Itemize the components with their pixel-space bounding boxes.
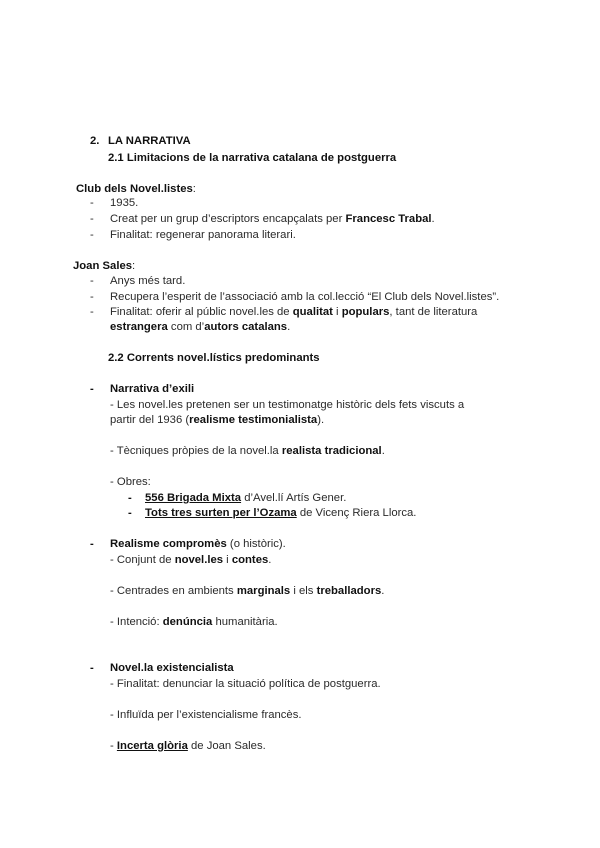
bullet-dash: -	[90, 538, 94, 550]
existencialista-heading: Novel.la existencialista	[110, 662, 234, 674]
bullet-dash: -	[90, 213, 94, 225]
sales-heading: Joan Sales:	[73, 260, 136, 272]
bullet-dash: -	[90, 229, 94, 241]
currents-title: 2.2 Corrents novel.lístics predominants	[108, 352, 320, 364]
bullet-dash: -	[128, 507, 132, 519]
existencialista-line-1: - Finalitat: denunciar la situació política de postguerra.	[110, 678, 381, 690]
compromes-line-3: - Intenció: denúncia humanitària.	[110, 616, 278, 628]
section-title: LA NARRATIVA	[108, 135, 191, 147]
compromes-line-1: - Conjunt de novel.les i contes.	[110, 554, 272, 566]
bullet-dash: -	[90, 197, 94, 209]
sales-item-1: Anys més tard.	[110, 275, 186, 287]
bullet-dash: -	[90, 306, 94, 318]
exili-works-label: - Obres:	[110, 476, 151, 488]
exili-line-3: - Tècniques pròpies de la novel.la realista tradicional.	[110, 445, 385, 457]
exili-work-2: Tots tres surten per l’Ozama de Vicenç Riera Llorca.	[145, 507, 417, 519]
sales-item-3: Finalitat: oferir al públic novel.les de qualitat i populars, tant de literatura	[110, 306, 478, 318]
club-item-3: Finalitat: regenerar panorama literari.	[110, 229, 296, 241]
exili-work-1: 556 Brigada Mixta d’Avel.lí Artís Gener.	[145, 492, 347, 504]
bullet-dash: -	[90, 662, 94, 674]
compromes-heading: Realisme compromès (o històric).	[110, 538, 286, 550]
bullet-dash: -	[128, 492, 132, 504]
bullet-dash: -	[90, 275, 94, 287]
section-subtitle: 2.1 Limitacions de la narrativa catalana de postguerra	[108, 152, 397, 164]
club-item-2: Creat per un grup d’escriptors encapçalats per Francesc Trabal.	[110, 213, 435, 225]
bullet-dash: -	[90, 291, 94, 303]
club-item-1: 1935.	[110, 197, 139, 209]
exili-line-1: - Les novel.les pretenen ser un testimonatge històric dels fets viscuts a	[110, 399, 465, 411]
bullet-dash: -	[90, 383, 94, 395]
sales-item-2: Recupera l’esperit de l’associació amb la col.lecció “El Club dels Novel.listes”.	[110, 291, 500, 303]
exili-line-2: partir del 1936 (realisme testimonialista).	[110, 414, 325, 426]
existencialista-line-2: - Influïda per l’existencialisme francès.	[110, 709, 302, 721]
existencialista-line-3: - Incerta glòria de Joan Sales.	[110, 740, 266, 752]
compromes-line-2: - Centrades en ambients marginals i els treballadors.	[110, 585, 385, 597]
club-heading: Club dels Novel.listes:	[76, 183, 196, 195]
exili-heading: Narrativa d’exili	[110, 383, 195, 395]
section-number: 2.	[90, 135, 100, 147]
sales-item-3-cont: estrangera com d’autors catalans.	[110, 321, 291, 333]
